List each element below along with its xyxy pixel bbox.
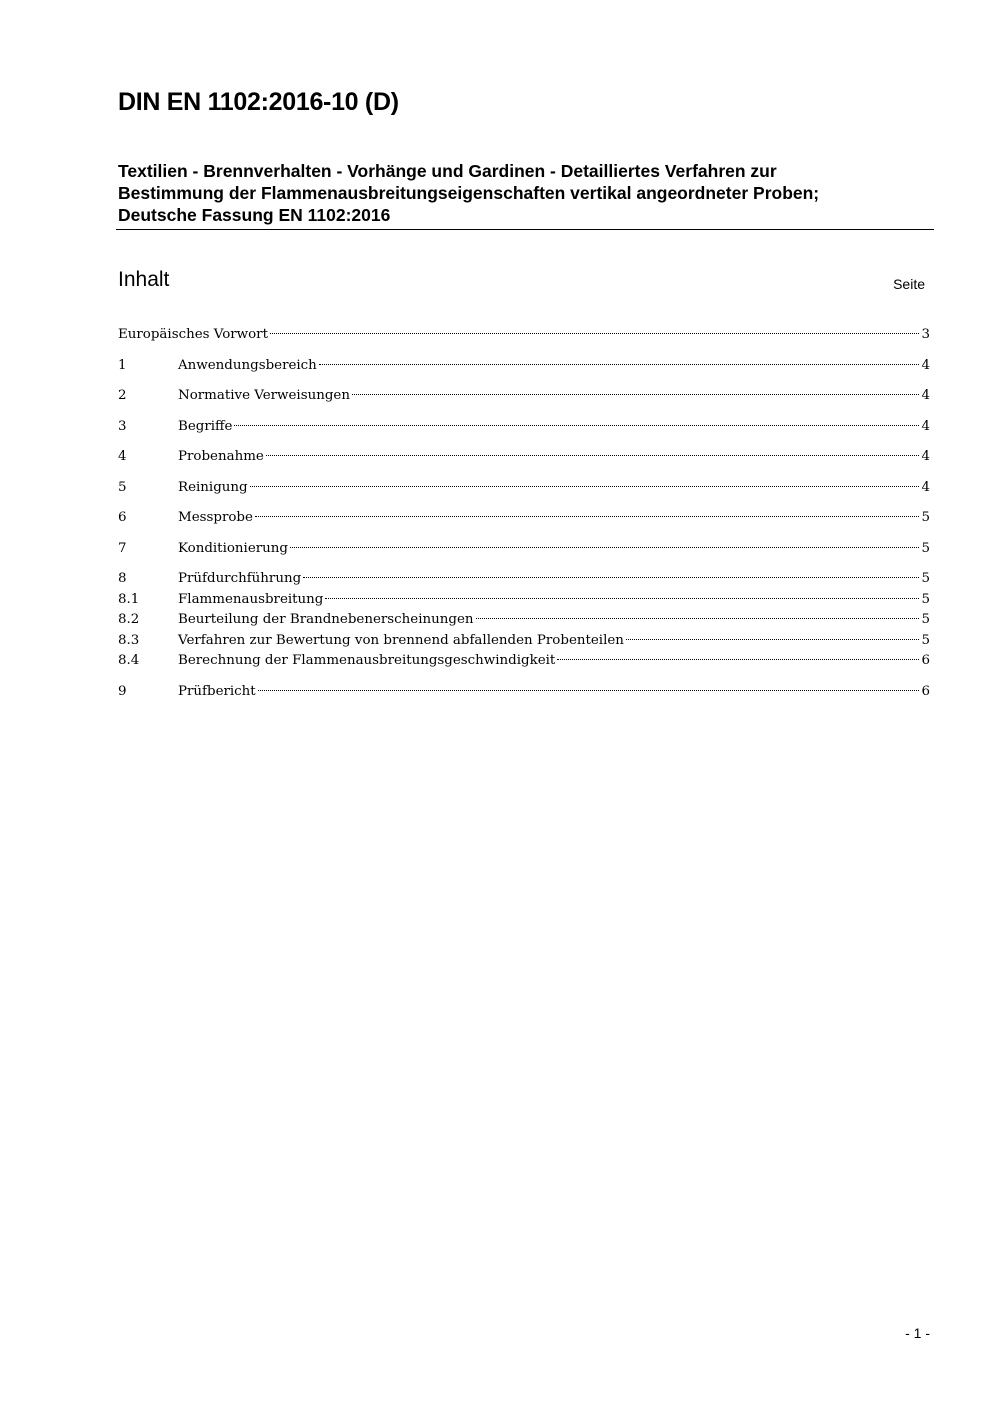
- toc-entry-number: 8.4: [118, 653, 140, 668]
- toc-entry[interactable]: [118, 386, 930, 407]
- toc-entry-title: Reinigung: [178, 479, 248, 495]
- toc-leader-dots: [626, 639, 920, 640]
- toc-leader-dots: [234, 425, 919, 426]
- toc-entry-title: Probenahme: [178, 449, 264, 464]
- toc-entry-number: 4: [118, 449, 127, 464]
- toc-entry-title: Begriffe: [178, 418, 233, 434]
- toc-entry-number: 6: [118, 510, 127, 525]
- toc-entry-title: Prüfdurchführung: [178, 571, 302, 586]
- toc-entry-title: Anwendungsbereich: [178, 357, 317, 373]
- toc-entry-number: 8.3: [118, 632, 140, 648]
- toc-page-column-label: Seite: [893, 276, 925, 292]
- toc-leader-dots: [325, 598, 919, 599]
- toc-entry-title: Berechnung der Flammenausbreitungsgeschwindigkeit: [178, 653, 556, 668]
- toc-entry[interactable]: [118, 631, 930, 652]
- toc-entry-title: Prüfbericht: [178, 683, 256, 699]
- toc-entry[interactable]: [118, 478, 930, 499]
- toc-leader-dots: [303, 577, 919, 578]
- document-number: DIN EN 1102:2016-10 (D): [118, 88, 399, 116]
- toc-entry-title: Konditionierung: [178, 540, 288, 556]
- toc-entry-page: 5: [921, 591, 930, 607]
- toc-leader-dots: [557, 659, 919, 660]
- toc-entry-page: 4: [921, 357, 930, 373]
- toc-entry[interactable]: [118, 610, 930, 631]
- document-title-line: Bestimmung der Flammenausbreitungseigenschaften vertikal angeordneter Proben;: [118, 183, 820, 203]
- toc-entry-title: Flammenausbreitung: [178, 591, 324, 607]
- toc-entry-page: 5: [921, 571, 930, 586]
- document-title-line: Textilien - Brennverhalten - Vorhänge und Gardinen - Detailliertes Verfahren zur: [118, 161, 777, 181]
- toc-entry-page: 4: [921, 388, 930, 403]
- toc-entry[interactable]: [118, 539, 930, 560]
- toc-entry-title: Messprobe: [178, 510, 253, 525]
- toc-entry-number: 8.2: [118, 612, 140, 627]
- toc-entry[interactable]: [118, 590, 930, 611]
- toc-leader-dots: [352, 394, 920, 395]
- toc-entry-number: 3: [118, 418, 127, 434]
- document-title: [118, 160, 933, 226]
- toc-leader-dots: [270, 333, 920, 334]
- toc-leader-dots: [255, 516, 920, 517]
- toc-heading: Inhalt: [118, 268, 170, 291]
- toc-entry[interactable]: [118, 508, 930, 529]
- toc-leader-dots: [266, 455, 920, 456]
- toc-entry-page: 6: [921, 683, 930, 699]
- toc-entry-number: 9: [118, 683, 127, 699]
- toc-entry-number: 1: [118, 357, 127, 373]
- toc-entry-number: 2: [118, 388, 127, 403]
- toc-entry-page: 4: [921, 418, 930, 434]
- toc-entry[interactable]: [118, 569, 930, 590]
- document-title-line: Deutsche Fassung EN 1102:2016: [118, 205, 391, 225]
- toc-entry-number: 7: [118, 540, 127, 556]
- toc-entry[interactable]: [118, 325, 930, 346]
- toc-leader-dots: [319, 364, 920, 365]
- toc-entry-number: 8.1: [118, 591, 140, 607]
- toc-leader-dots: [290, 547, 920, 548]
- toc-entry[interactable]: [118, 356, 930, 377]
- toc-entry[interactable]: [118, 447, 930, 468]
- toc-entry-number: 5: [118, 479, 127, 495]
- toc-entry-title: Beurteilung der Brandnebenerscheinungen: [178, 612, 474, 627]
- toc-entry-page: 3: [921, 327, 930, 342]
- toc-entry[interactable]: [118, 682, 930, 703]
- toc-leader-dots: [258, 690, 920, 691]
- page-number: - 1 -: [905, 1325, 930, 1341]
- toc-leader-dots: [476, 618, 920, 619]
- toc-leader-dots: [250, 486, 920, 487]
- toc-entry-page: 5: [921, 540, 930, 556]
- toc-entry-page: 5: [921, 510, 930, 525]
- toc-entry-title: Verfahren zur Bewertung von brennend abfallenden Probenteilen: [178, 632, 624, 648]
- toc-entry[interactable]: [118, 417, 930, 438]
- toc-entry[interactable]: [118, 651, 930, 672]
- toc-entry-page: 5: [921, 632, 930, 648]
- toc-entry-page: 4: [921, 479, 930, 495]
- toc-entry-title: Normative Verweisungen: [178, 388, 350, 403]
- table-of-contents: [118, 325, 930, 702]
- title-divider: [116, 229, 934, 230]
- toc-entry-page: 6: [921, 653, 930, 668]
- toc-entry-title: Europäisches Vorwort: [118, 327, 268, 342]
- toc-entry-number: 8: [118, 571, 127, 586]
- toc-entry-page: 4: [921, 449, 930, 464]
- toc-entry-page: 5: [921, 612, 930, 627]
